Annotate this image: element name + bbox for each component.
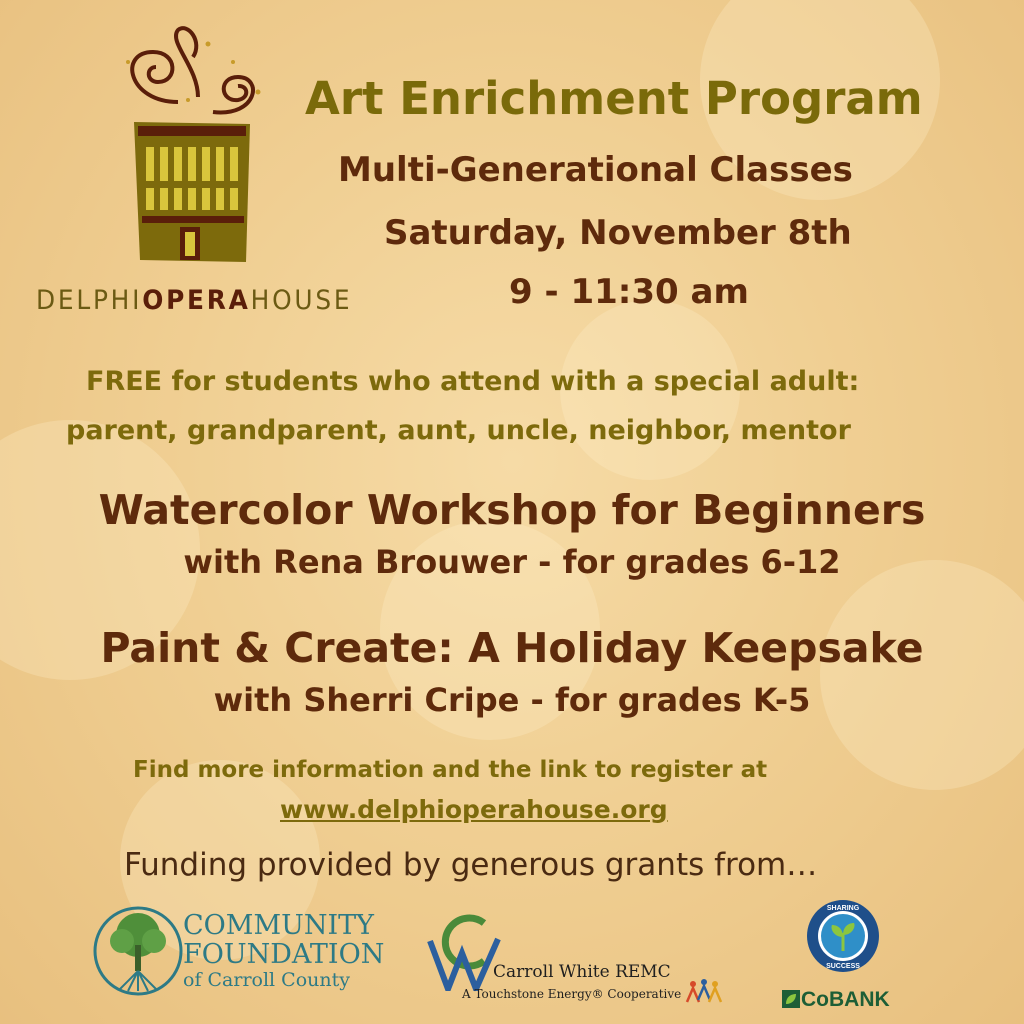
cobank-badge-bottom: SUCCESS (826, 963, 860, 970)
cf-line-3: of Carroll County (183, 969, 350, 991)
page-title: Art Enrichment Program (305, 72, 923, 125)
logo-text-opera: OPERA (142, 285, 251, 316)
logo-wordmark (36, 285, 352, 316)
event-date: Saturday, November 8th (384, 213, 852, 253)
registration-link[interactable]: www.delphioperahouse.org (280, 795, 668, 824)
tree-icon (92, 905, 184, 997)
cf-line-1: COMMUNITY (183, 910, 374, 941)
workshop-1-title: Watercolor Workshop for Beginners (98, 486, 926, 534)
event-time: 9 - 11:30 am (509, 272, 749, 312)
carroll-white-name: Carroll White REMC (493, 962, 671, 982)
page-subtitle: Multi-Generational Classes (338, 150, 853, 190)
carroll-white-tagline: A Touchstone Energy® Cooperative (462, 987, 682, 1001)
funding-text: Funding provided by generous grants from… (124, 847, 818, 883)
workshop-1-detail: with Rena Brouwer - for grades 6-12 (183, 543, 841, 581)
sprout-icon (806, 899, 880, 973)
logo-text-house: HOUSE (250, 285, 353, 316)
opera-house-building-icon (28, 22, 358, 322)
cobank-wordmark: CoBANK (801, 988, 890, 1011)
workshop-2-title: Paint & Create: A Holiday Keepsake (100, 624, 924, 672)
eligibility-line-1: FREE for students who attend with a special adult: (86, 366, 860, 397)
touchstone-people-icon (685, 978, 723, 1004)
logo-text-delphi: DELPHI (36, 285, 143, 316)
workshop-2-detail: with Sherri Cripe - for grades K-5 (213, 681, 811, 719)
community-foundation-wordmark (183, 912, 384, 990)
bokeh-decoration (820, 560, 1024, 790)
cf-line-2: FOUNDATION (183, 939, 385, 970)
registration-text: Find more information and the link to register at (133, 757, 768, 783)
cobank-leaf-icon (782, 990, 800, 1008)
cobank-badge-top: SHARING (826, 905, 860, 912)
eligibility-line-2: parent, grandparent, aunt, uncle, neighbor, mentor (66, 415, 851, 446)
